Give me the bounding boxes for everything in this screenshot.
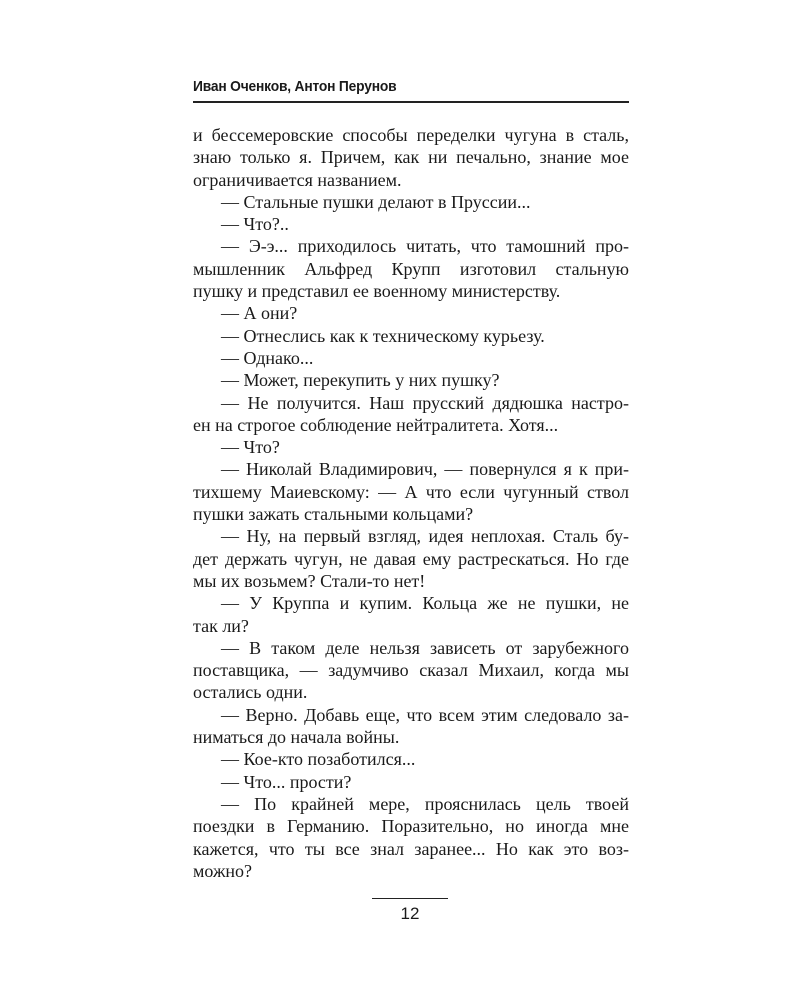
text-line: — Однако... <box>221 347 314 368</box>
text-line: — Ну, на первый взгляд, идея неплохая. Сталь бу- <box>221 526 629 547</box>
page-number: 12 <box>400 904 420 923</box>
text-line: — По крайней мере, прояснилась цель твоей <box>221 793 629 814</box>
text-line: — Что? <box>221 437 280 458</box>
text-line: ен на строгое соблюдение нейтралитета. Хотя... <box>193 414 559 435</box>
text-line: — А они? <box>221 303 298 324</box>
page-body <box>193 124 629 882</box>
text-line: ниматься до начала войны. <box>193 727 400 748</box>
text-line: — Кое-кто позаботился... <box>221 749 416 770</box>
text-line: — Не получится. Наш прусский дядюшка настро- <box>221 392 629 413</box>
text-line: — Николай Владимирович, — повернулся я к при- <box>221 459 629 480</box>
text-line: мышленник Альфред Крупп изготовил стальную <box>193 258 629 279</box>
text-line: — Отнеслись как к техническому курьезу. <box>221 325 545 346</box>
running-header: Иван Оченков, Антон Перунов <box>193 78 397 95</box>
text-line: пушку и представил ее военному министерству. <box>193 281 561 302</box>
text-line: ограничивается названием. <box>193 169 402 190</box>
text-line: и бессемеровские способы переделки чугуна в сталь, <box>193 125 629 145</box>
text-line: — Верно. Добавь еще, что всем этим следовало за- <box>221 704 629 725</box>
text-line: — Может, перекупить у них пушку? <box>221 370 500 391</box>
header-divider <box>193 101 629 103</box>
text-line: пушки зажать стальными кольцами? <box>193 504 474 525</box>
text-line: поставщика, — задумчиво сказал Михаил, когда мы <box>193 660 629 681</box>
text-line: так ли? <box>193 615 249 636</box>
text-line: остались одни. <box>193 682 308 703</box>
text-line: поездки в Германию. Поразительно, но иногда мне <box>193 816 629 837</box>
text-line: кажется, что ты все знал заранее... Но как это воз- <box>193 838 629 859</box>
text-line: дет держать чугун, не давая ему растрескаться. Но где <box>193 548 629 569</box>
text-line: — В таком деле нельзя зависеть от зарубежного <box>221 637 629 658</box>
text-line: тихшему Маиевскому: — А что если чугунный ствол <box>193 481 629 502</box>
text-line: знаю только я. Причем, как ни печально, знание мое <box>193 147 629 168</box>
text-line: — Что... прости? <box>221 771 352 792</box>
text-line: — Что?.. <box>221 214 289 235</box>
text-line: — Э-э... приходилось читать, что тамошний про- <box>221 236 629 257</box>
footer-divider <box>372 898 448 899</box>
text-line: можно? <box>193 860 253 881</box>
text-line: мы их возьмем? Стали-то нет! <box>193 570 426 591</box>
text-line: — У Круппа и купим. Кольца же не пушки, не <box>221 593 629 614</box>
text-line: — Стальные пушки делают в Пруссии... <box>221 191 531 212</box>
